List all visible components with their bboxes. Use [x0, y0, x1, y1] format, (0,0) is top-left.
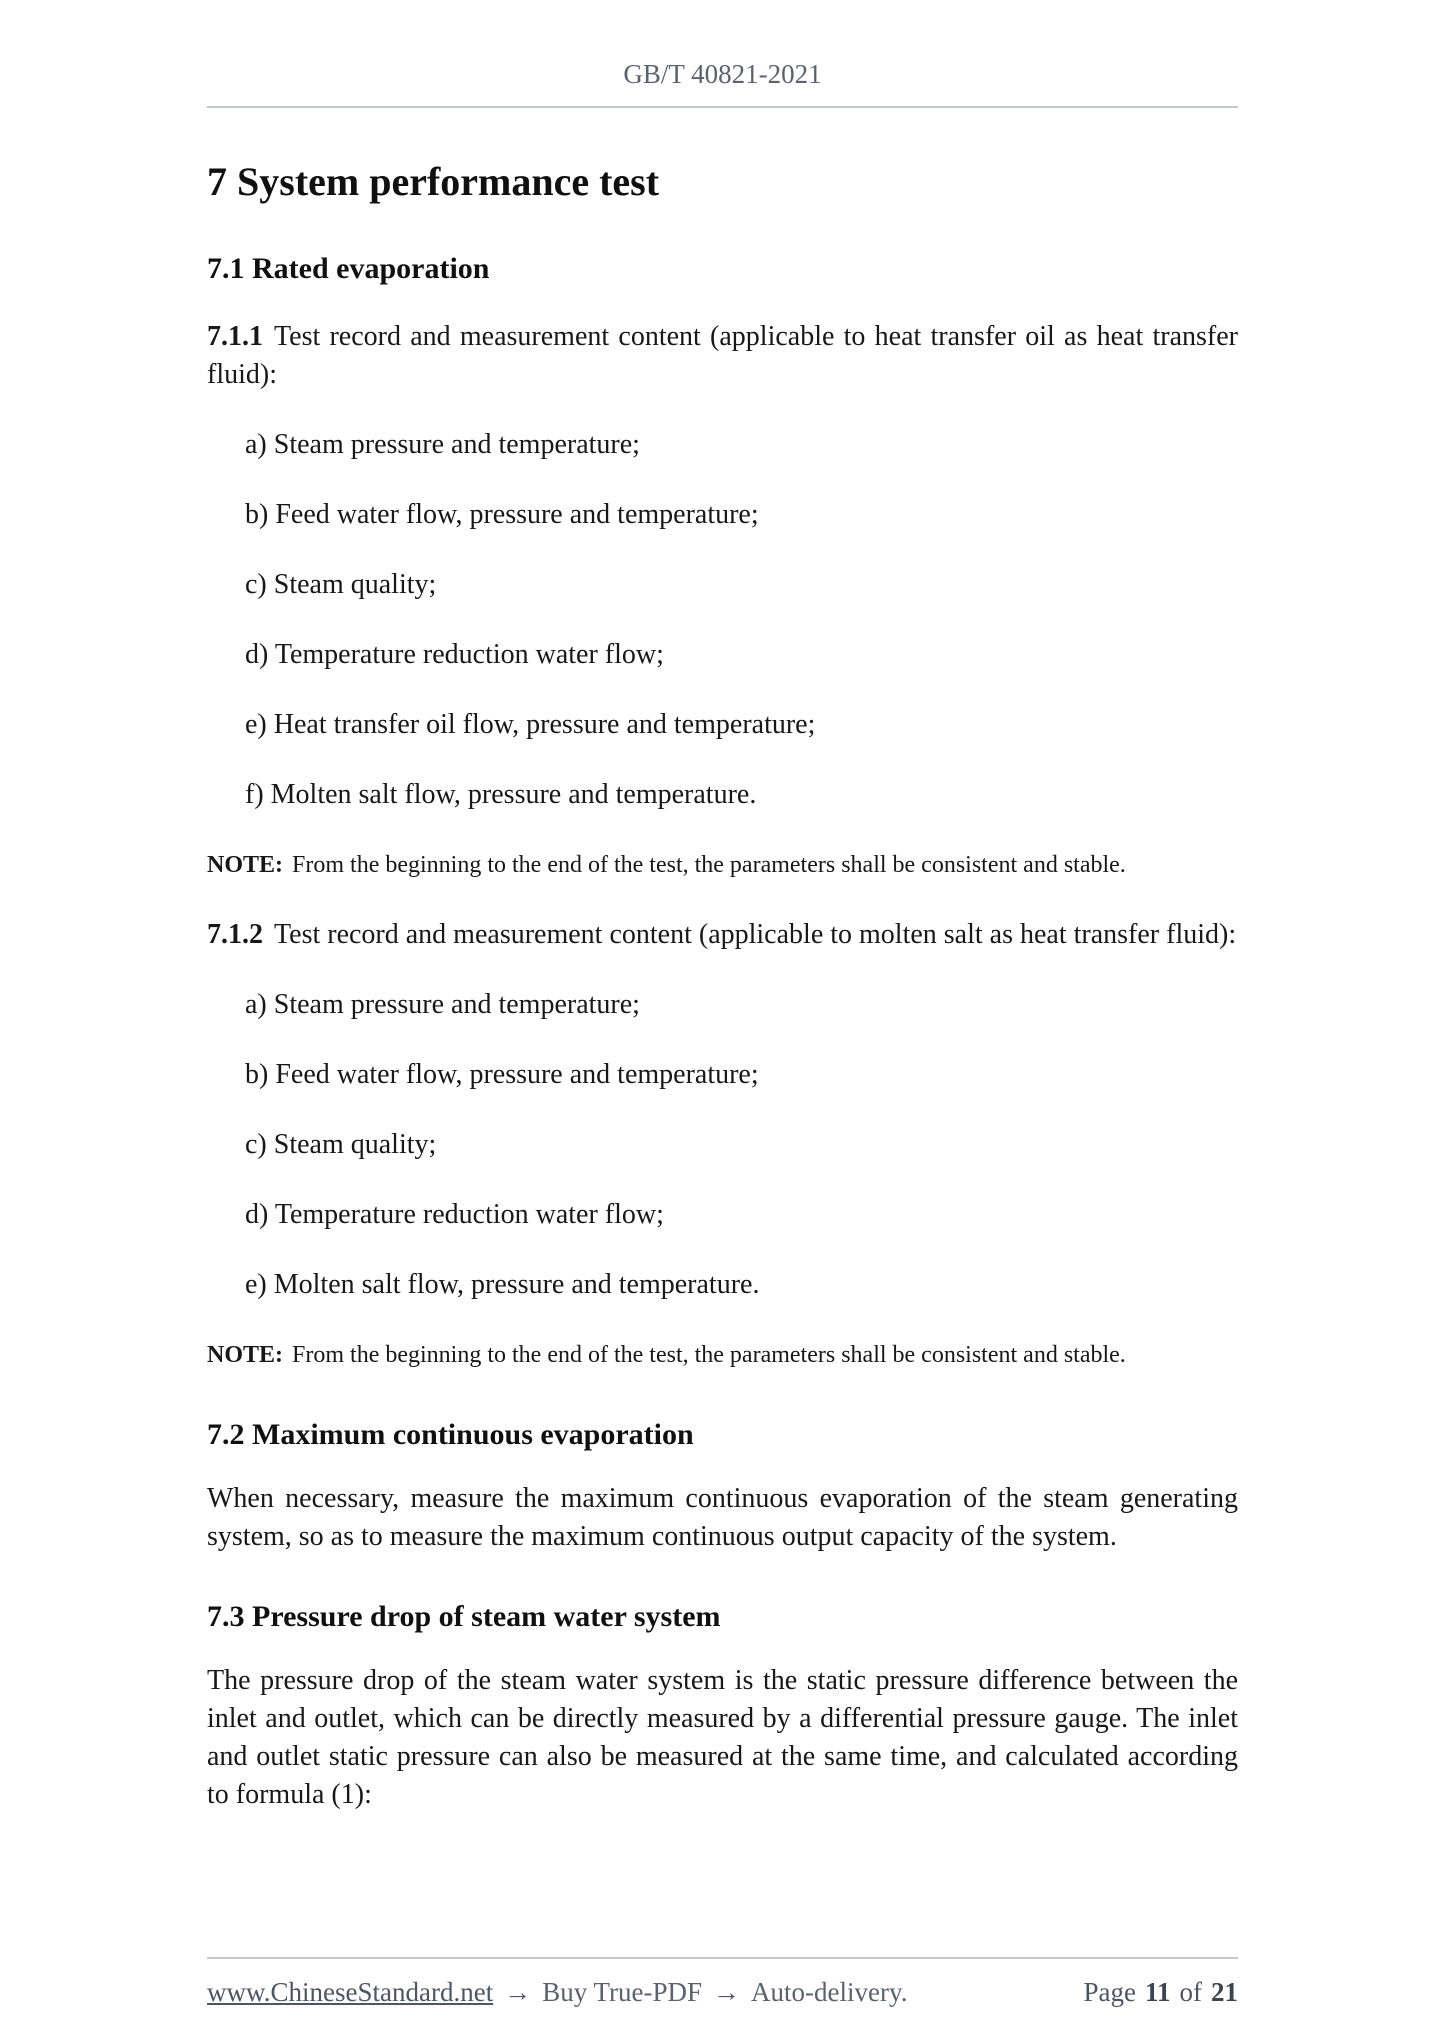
note-text: From the beginning to the end of the test, the parameters shall be consistent and stable.	[292, 1342, 1126, 1368]
page-header	[207, 0, 1238, 90]
page-total: 21	[1211, 1977, 1238, 2007]
paragraph-7-1-1	[207, 318, 1238, 394]
note-label: NOTE:	[207, 1342, 284, 1368]
chinesestandard-link[interactable]: www.ChineseStandard.net	[207, 1977, 494, 2007]
list-item-b: b) Feed water flow, pressure and temperature;	[245, 499, 759, 530]
clause-number-7-1-2: 7.1.2	[207, 919, 263, 950]
note-text: From the beginning to the end of the test, the parameters shall be consistent and stable.	[292, 852, 1126, 878]
arrow-icon: →	[713, 1977, 741, 2007]
page-footer	[207, 1957, 1238, 2044]
footer-delivery-text: Auto-delivery.	[751, 1977, 908, 2007]
paragraph-7-2: When necessary, measure the maximum continuous evaporation of the steam generating system, so as to measure the maximum continuous output capacity of the system.	[207, 1483, 1238, 1552]
section-heading-7-3: 7.3 Pressure drop of steam water system	[207, 1600, 721, 1633]
list-item-f: f) Molten salt flow, pressure and temperature.	[245, 779, 757, 810]
page-current: 11	[1144, 1977, 1171, 2007]
page-title: 7 System performance test	[207, 159, 660, 204]
list-item-c: c) Steam quality;	[245, 1129, 437, 1160]
note-7-1-1	[207, 848, 1238, 882]
footer-buy-text: Buy True-PDF	[542, 1977, 703, 2007]
section-heading-7-2: 7.2 Maximum continuous evaporation	[207, 1418, 694, 1451]
of-word: of	[1179, 1977, 1202, 2007]
note-7-1-2	[207, 1338, 1238, 1372]
page-word: Page	[1083, 1977, 1136, 2007]
list-item-a: a) Steam pressure and temperature;	[245, 989, 640, 1020]
list-item-e: e) Heat transfer oil flow, pressure and temperature;	[245, 709, 816, 740]
doc-number: GB/T 40821-2021	[623, 59, 822, 89]
list-item-c: c) Steam quality;	[245, 569, 437, 600]
list-item-a: a) Steam pressure and temperature;	[245, 429, 640, 460]
paragraph-7-1-1-text: Test record and measurement content (applicable to heat transfer oil as heat transfer fluid):	[207, 321, 1238, 390]
page-number	[1084, 1977, 1239, 2008]
list-item-e: e) Molten salt flow, pressure and temperature.	[245, 1269, 760, 1300]
clause-number-7-1-1: 7.1.1	[207, 321, 263, 352]
paragraph-7-1-2	[207, 916, 1238, 954]
paragraph-7-1-2-text: Test record and measurement content (applicable to molten salt as heat transfer fluid):	[274, 919, 1237, 950]
footer-branding	[207, 1977, 907, 2008]
list-item-d: d) Temperature reduction water flow;	[245, 1199, 664, 1230]
section-heading-7-1: 7.1 Rated evaporation	[207, 252, 490, 285]
arrow-icon: →	[504, 1977, 532, 2007]
note-label: NOTE:	[207, 852, 284, 878]
footer-divider	[207, 1957, 1238, 1959]
header-divider	[207, 106, 1238, 108]
list-item-d: d) Temperature reduction water flow;	[245, 639, 664, 670]
list-item-b: b) Feed water flow, pressure and temperature;	[245, 1059, 759, 1090]
paragraph-7-3: The pressure drop of the steam water system is the static pressure difference between the inlet and outlet, which can be directly measured by a differential pressure gauge. The inlet and outlet static pressure can also be measured at the same time, and calculated according to formula (1):	[207, 1665, 1238, 1810]
